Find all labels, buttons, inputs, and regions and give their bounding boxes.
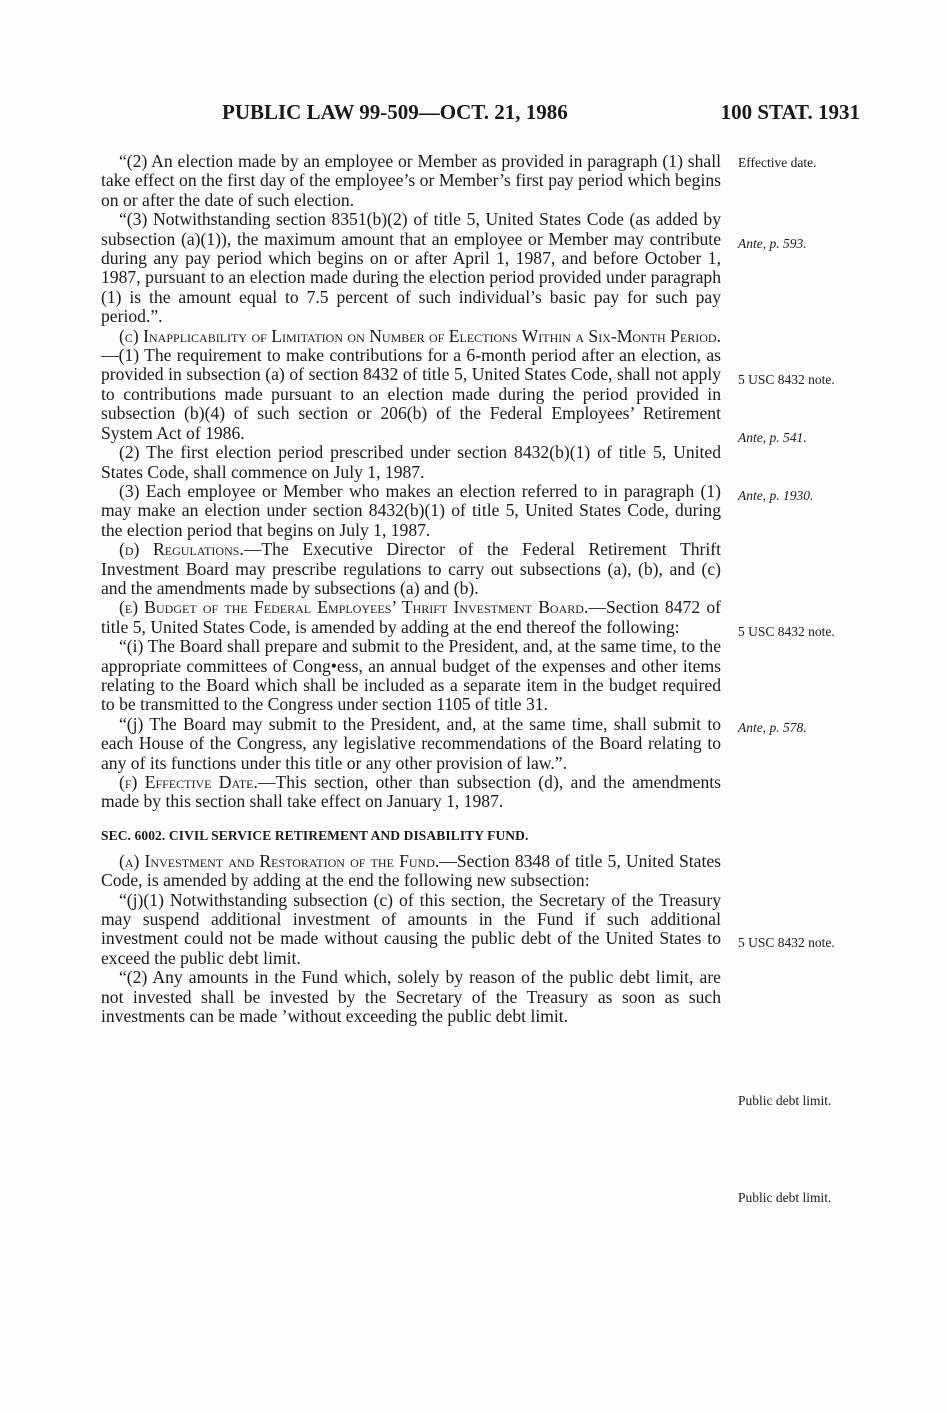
- subsection-heading: (f) Effective Date.: [119, 772, 258, 792]
- subsection-e: [101, 598, 721, 637]
- subsection-text: —The Executive Director of the Federal Retirement Thrift Investment Board may prescribe regulations to carry out subsections (a), (b), and (c) and the amendments made by subsections (a) and (b).: [101, 539, 722, 598]
- statute-page: 100 STAT. 1931: [720, 100, 860, 124]
- margin-note: Effective date.: [738, 155, 817, 170]
- margin-note: Ante, p. 1930.: [738, 488, 814, 503]
- paragraph: “(3) Notwithstanding section 8351(b)(2) of title 5, United States Code (as added by subsection (a)(1)), the maximum amount that an employee or Member may contribute during any pay period which begins on or after April 1, 1987, and before October 1, 1987, pursuant to an election made during the election period provided under paragraph (1) is the amount equal to 7.5 percent of such individual’s basic pay for such pay period.”.: [101, 209, 721, 327]
- subsection-heading: (d) Regulations.: [119, 539, 244, 560]
- subsection-a: [101, 852, 721, 891]
- margin-note: Ante, p. 541.: [738, 430, 807, 445]
- paragraph: (2) The first election period prescribed under section 8432(b)(1) of title 5, United States Code, shall commence on July 1, 1987.: [101, 442, 721, 482]
- margin-note: Ante, p. 593.: [738, 236, 807, 251]
- subsection-f: [101, 773, 721, 812]
- subsection-c: [101, 327, 721, 443]
- subsection-heading: (a) Investment and Restoration of the Fund.: [119, 850, 440, 871]
- margin-note: Ante, p. 578.: [738, 720, 807, 735]
- paragraph: “(2) An election made by an employee or Member as provided in paragraph (1) shall take effect on the first day of the employee’s or Member’s first pay period which begins on or after the date of such election.: [101, 151, 721, 210]
- paragraph: “(j) The Board may submit to the President, and, at the same time, shall submit to each House of the Congress, any legislative recommendations of the Board relating to any of its functions under this title or any other provision of law.”.: [101, 713, 721, 773]
- subsection-text: —Section 8472 of title 5, United States Code, is amended by adding at the end thereof the following:: [101, 597, 721, 637]
- subsection-text: —(1) The requirement to make contributions for a 6-month period after an election, as provided in subsection (a) of section 8432 of title 5, United States Code, shall not apply to contributions made pursuant to an election made during the period provided in subsection (b)(4) of such section or 206(b) of the Federal Employees’ Retirement System Act of 1986.: [101, 345, 721, 443]
- subsection-d: [101, 540, 721, 598]
- paragraph: “(2) Any amounts in the Fund which, solely by reason of the public debt limit, are not invested shall be invested by the Secretary of the Treasury as soon as such investments can be made ’without exceeding the public debt limit.: [101, 967, 721, 1027]
- paragraph: (3) Each employee or Member who makes an election referred to in paragraph (1) may make an election under section 8432(b)(1) of title 5, United States Code, during the election period that begins on July 1, 1987.: [101, 480, 721, 540]
- margin-note: 5 USC 8432 note.: [738, 935, 835, 950]
- law-title: PUBLIC LAW 99-509—OCT. 21, 1986: [222, 100, 568, 124]
- margin-note: 5 USC 8432 note.: [738, 372, 835, 387]
- margin-note: Public debt limit.: [738, 1190, 832, 1205]
- paragraph: “(j)(1) Notwithstanding subsection (c) of this section, the Secretary of the Treasury may suspend additional investment of amounts in the Fund if such additional investment could not be made without causing the public debt of the United States to exceed the public debt limit.: [101, 889, 721, 968]
- subsection-text: —Section 8348 of title 5, United States Code, is amended by adding at the end the following new subsection:: [101, 850, 721, 891]
- page-header: [100, 100, 860, 130]
- subsection-heading: (e) Budget of the Federal Employees’ Thrift Investment Board.: [119, 597, 589, 618]
- subsection-text: —This section, other than subsection (d), and the amendments made by this section shall take effect on January 1, 1987.: [101, 772, 721, 812]
- paragraph: “(i) The Board shall prepare and submit to the President, and, at the same time, to the appropriate committees of Cong•ess, an annual budget of the expenses and other items relating to the Board which shall be included as a separate item in the budget required to be transmitted to the Congress under section 1105 of title 31.: [101, 636, 721, 715]
- margin-note: 5 USC 8432 note.: [738, 624, 835, 639]
- document-body: [101, 152, 721, 1026]
- section-heading: SEC. 6002. CIVIL SERVICE RETIREMENT AND DISABILITY FUND.: [101, 827, 529, 843]
- subsection-heading: (c) Inapplicability of Limitation on Number of Elections Within a Six-Month Period.: [119, 325, 721, 346]
- margin-note: Public debt limit.: [738, 1093, 832, 1108]
